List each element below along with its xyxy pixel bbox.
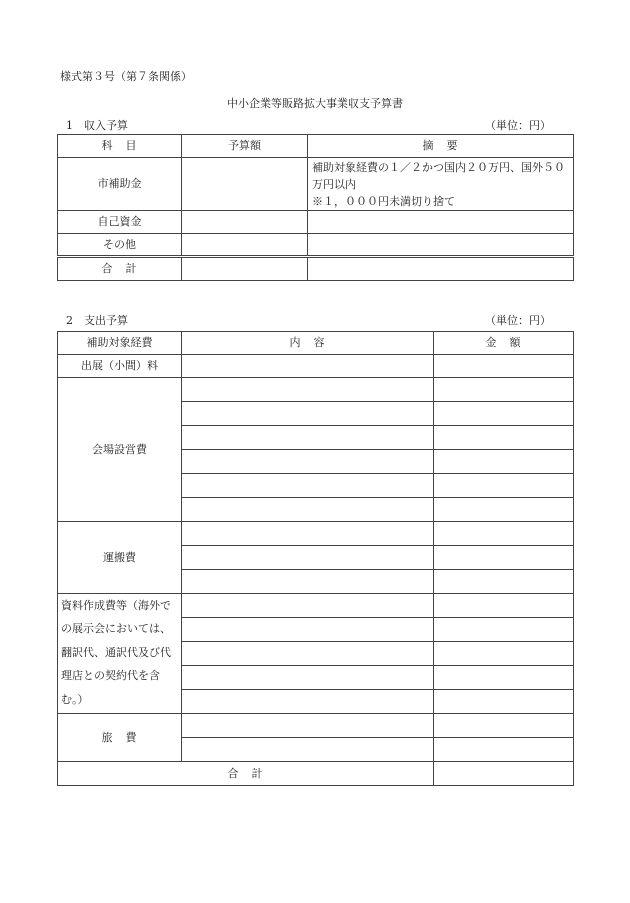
expense-amount-cell[interactable]: [434, 378, 574, 402]
expense-amount-cell[interactable]: [434, 498, 574, 522]
expense-item: 会場設営費: [58, 378, 182, 522]
income-item: その他: [58, 234, 182, 257]
table-row: [58, 211, 574, 234]
income-header-row: [58, 135, 574, 158]
income-item: 市補助金: [58, 158, 182, 211]
expense-header-amount: 金 額: [434, 332, 574, 355]
expense-amount-cell[interactable]: [434, 570, 574, 594]
table-row: [58, 378, 574, 402]
expense-amount-cell[interactable]: [434, 594, 574, 618]
income-amount-cell[interactable]: [182, 211, 308, 234]
expense-content-cell[interactable]: [182, 522, 434, 546]
expense-table: [57, 331, 574, 786]
expense-item: 出展（小間）料: [58, 355, 182, 378]
table-row: [58, 234, 574, 257]
expense-item: 資料作成費等（海外での展示会においては、翻訳代、通訳代及び代理店との契約代を含む。）: [61, 599, 171, 706]
expense-content-cell[interactable]: [182, 450, 434, 474]
expense-amount-cell[interactable]: [434, 666, 574, 690]
expense-total-row: [58, 762, 574, 786]
expense-amount-cell[interactable]: [434, 402, 574, 426]
expense-content-cell[interactable]: [182, 714, 434, 738]
expense-content-cell[interactable]: [182, 546, 434, 570]
expense-content-cell[interactable]: [182, 355, 434, 378]
income-amount-cell[interactable]: [182, 234, 308, 257]
expense-content-cell[interactable]: [182, 618, 434, 642]
income-total-amount-cell[interactable]: [182, 257, 308, 281]
form-label: 様式第３号（第７条関係）: [60, 70, 192, 83]
expense-amount-cell[interactable]: [434, 355, 574, 378]
expense-unit: （単位：円）: [485, 314, 551, 327]
expense-heading: 2 支出予算: [66, 314, 128, 327]
expense-amount-cell[interactable]: [434, 714, 574, 738]
table-row: [58, 355, 574, 378]
income-header-item: 科 目: [58, 135, 182, 158]
expense-amount-cell[interactable]: [434, 618, 574, 642]
document-title: 中小企業等販路拡大事業収支予算書: [227, 97, 403, 110]
expense-content-cell[interactable]: [182, 666, 434, 690]
income-unit: （単位：円）: [485, 119, 551, 132]
income-heading: 1 収入予算: [66, 119, 128, 132]
expense-header-item: 補助対象経費: [58, 332, 182, 355]
expense-content-cell[interactable]: [182, 738, 434, 762]
expense-content-cell[interactable]: [182, 642, 434, 666]
income-total-label: 合 計: [58, 257, 182, 281]
expense-header-row: [58, 332, 574, 355]
expense-amount-cell[interactable]: [434, 450, 574, 474]
table-row: [58, 522, 574, 546]
expense-header-content: 内 容: [182, 332, 434, 355]
expense-amount-cell[interactable]: [434, 690, 574, 714]
expense-total-amount-cell[interactable]: [434, 762, 574, 786]
expense-content-cell[interactable]: [182, 426, 434, 450]
income-amount-cell[interactable]: [182, 158, 308, 211]
expense-item: 旅 費: [58, 714, 182, 762]
income-total-row: [58, 257, 574, 281]
income-total-note-cell[interactable]: [308, 257, 574, 281]
income-header-amount: 予算額: [182, 135, 308, 158]
income-table: [57, 134, 574, 281]
expense-amount-cell[interactable]: [434, 474, 574, 498]
expense-content-cell[interactable]: [182, 594, 434, 618]
income-note-cell[interactable]: [308, 211, 574, 234]
expense-content-cell[interactable]: [182, 474, 434, 498]
income-item: 自己資金: [58, 211, 182, 234]
expense-content-cell[interactable]: [182, 570, 434, 594]
income-note: 補助対象経費の１／２かつ国内２０万円、国外５０万円以内 ※１，０００円未満切り捨て: [308, 158, 574, 211]
expense-content-cell[interactable]: [182, 402, 434, 426]
table-row: [58, 714, 574, 738]
expense-amount-cell[interactable]: [434, 426, 574, 450]
expense-item-materials: [58, 594, 182, 714]
expense-amount-cell[interactable]: [434, 522, 574, 546]
expense-amount-cell[interactable]: [434, 642, 574, 666]
expense-amount-cell[interactable]: [434, 738, 574, 762]
expense-content-cell[interactable]: [182, 690, 434, 714]
table-row: [58, 594, 574, 618]
income-note-cell[interactable]: [308, 234, 574, 257]
expense-total-label: 合 計: [58, 762, 434, 786]
expense-amount-cell[interactable]: [434, 546, 574, 570]
expense-item: 運搬費: [58, 522, 182, 594]
income-header-note: 摘 要: [308, 135, 574, 158]
expense-content-cell[interactable]: [182, 378, 434, 402]
expense-content-cell[interactable]: [182, 498, 434, 522]
table-row: [58, 158, 574, 211]
